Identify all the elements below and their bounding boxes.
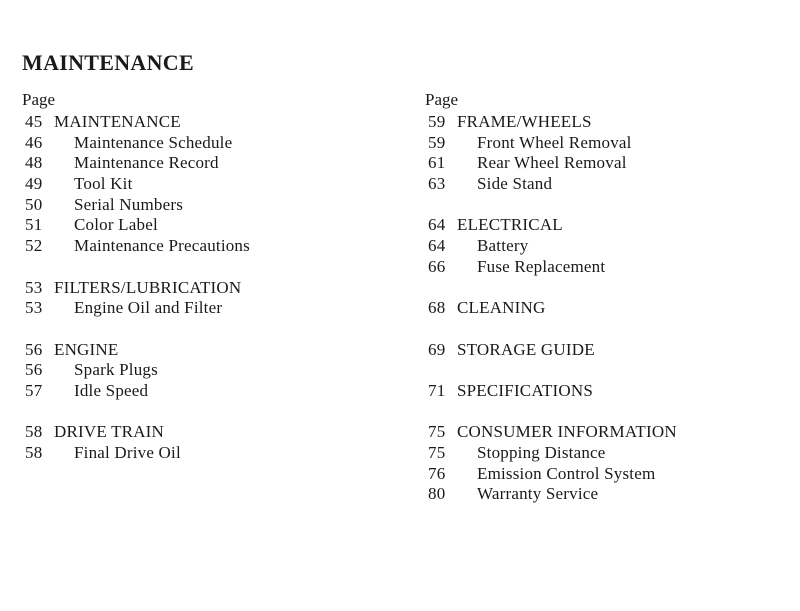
toc-subentry bbox=[425, 153, 785, 174]
toc-subentry bbox=[22, 381, 402, 402]
entry-title: Maintenance Schedule bbox=[74, 132, 233, 152]
toc-entries bbox=[22, 112, 402, 464]
entry-title: Maintenance Precautions bbox=[74, 236, 250, 256]
entry-title: ENGINE bbox=[54, 339, 119, 359]
toc-right-column bbox=[425, 90, 785, 505]
section-gap bbox=[22, 319, 402, 340]
toc-subentry bbox=[425, 464, 785, 485]
toc-subentry bbox=[22, 215, 402, 236]
page-number: 56 bbox=[25, 360, 43, 380]
entry-title: FILTERS/LUBRICATION bbox=[54, 277, 242, 297]
entry-title: CLEANING bbox=[457, 298, 546, 318]
entry-title: Fuse Replacement bbox=[477, 256, 606, 276]
toc-section-entry bbox=[22, 340, 402, 361]
toc-section-entry bbox=[425, 215, 785, 236]
page-number: 52 bbox=[25, 236, 43, 256]
toc-subentry bbox=[22, 153, 402, 174]
toc-subentry bbox=[425, 484, 785, 505]
entry-title: Engine Oil and Filter bbox=[74, 298, 223, 318]
section-gap bbox=[425, 195, 785, 216]
page-number: 59 bbox=[428, 112, 446, 131]
toc-section-entry bbox=[425, 340, 785, 361]
entry-title: Color Label bbox=[74, 215, 158, 235]
toc-section-entry bbox=[22, 278, 402, 299]
toc-left-column bbox=[22, 90, 402, 464]
entry-title: Battery bbox=[477, 236, 529, 256]
toc-section-entry bbox=[425, 422, 785, 443]
page-number: 53 bbox=[25, 298, 43, 318]
section-gap bbox=[22, 402, 402, 423]
toc-section-entry bbox=[22, 112, 402, 133]
entry-title: Rear Wheel Removal bbox=[477, 153, 627, 173]
entry-title: Serial Numbers bbox=[74, 194, 184, 214]
toc-subentry bbox=[22, 195, 402, 216]
toc-subentry bbox=[425, 174, 785, 195]
entry-title: FRAME/WHEELS bbox=[457, 112, 592, 131]
page-number: 66 bbox=[428, 256, 446, 276]
page-number: 48 bbox=[25, 153, 43, 173]
page-number: 76 bbox=[428, 463, 446, 483]
toc-section-entry bbox=[425, 112, 785, 133]
toc-subentry bbox=[22, 443, 402, 464]
page-column-label: Page bbox=[22, 90, 56, 109]
toc-subentry bbox=[22, 236, 402, 257]
section-gap bbox=[425, 402, 785, 423]
entry-title: Stopping Distance bbox=[477, 443, 606, 462]
entry-title: ELECTRICAL bbox=[457, 215, 563, 235]
section-gap bbox=[22, 257, 402, 278]
toc-section-entry bbox=[425, 381, 785, 402]
page-number: 46 bbox=[25, 132, 43, 152]
section-gap bbox=[425, 360, 785, 381]
page-number: 56 bbox=[25, 339, 43, 359]
page-column-label: Page bbox=[425, 90, 459, 109]
toc-subentry bbox=[425, 257, 785, 278]
toc-section-entry bbox=[22, 422, 402, 443]
toc-subentry bbox=[22, 133, 402, 154]
page-number: 75 bbox=[428, 443, 446, 462]
toc-subentry bbox=[425, 443, 785, 464]
entry-title: DRIVE TRAIN bbox=[54, 422, 165, 442]
page-number: 57 bbox=[25, 380, 43, 400]
page-number: 61 bbox=[428, 153, 446, 173]
entry-title: Final Drive Oil bbox=[74, 443, 181, 462]
entry-title: Emission Control System bbox=[477, 463, 656, 483]
page-number: 50 bbox=[25, 194, 43, 214]
toc-subentry bbox=[22, 360, 402, 381]
page-number: 58 bbox=[25, 443, 43, 462]
page-number: 59 bbox=[428, 132, 446, 152]
entry-title: Side Stand bbox=[477, 174, 553, 194]
toc-entries bbox=[425, 112, 785, 505]
page-number: 69 bbox=[428, 339, 446, 359]
entry-title: CONSUMER INFORMATION bbox=[457, 422, 677, 442]
page-number: 80 bbox=[428, 484, 446, 504]
entry-title: Spark Plugs bbox=[74, 360, 158, 380]
section-gap bbox=[425, 319, 785, 340]
entry-title: Warranty Service bbox=[477, 484, 599, 504]
page-number: 68 bbox=[428, 298, 446, 318]
section-gap bbox=[425, 278, 785, 299]
page-number: 51 bbox=[25, 215, 43, 235]
entry-title: MAINTENANCE bbox=[54, 112, 181, 131]
entry-title: Idle Speed bbox=[74, 380, 149, 400]
page-number: 45 bbox=[25, 112, 43, 131]
entry-title: Maintenance Record bbox=[74, 153, 219, 173]
toc-subentry bbox=[22, 174, 402, 195]
page-number: 64 bbox=[428, 236, 446, 256]
page-number: 49 bbox=[25, 174, 43, 194]
toc-subentry bbox=[425, 133, 785, 154]
toc-subentry bbox=[22, 298, 402, 319]
page-number: 71 bbox=[428, 380, 446, 400]
page-number: 75 bbox=[428, 422, 446, 442]
entry-title: Front Wheel Removal bbox=[477, 132, 632, 152]
entry-title: Tool Kit bbox=[74, 174, 133, 194]
page-number: 64 bbox=[428, 215, 446, 235]
page-number: 63 bbox=[428, 174, 446, 194]
page-number: 58 bbox=[25, 422, 43, 442]
toc-subentry bbox=[425, 236, 785, 257]
toc-section-entry bbox=[425, 298, 785, 319]
entry-title: STORAGE GUIDE bbox=[457, 339, 595, 359]
page-heading: MAINTENANCE bbox=[22, 50, 194, 75]
entry-title: SPECIFICATIONS bbox=[457, 380, 593, 400]
page-number: 53 bbox=[25, 277, 43, 297]
